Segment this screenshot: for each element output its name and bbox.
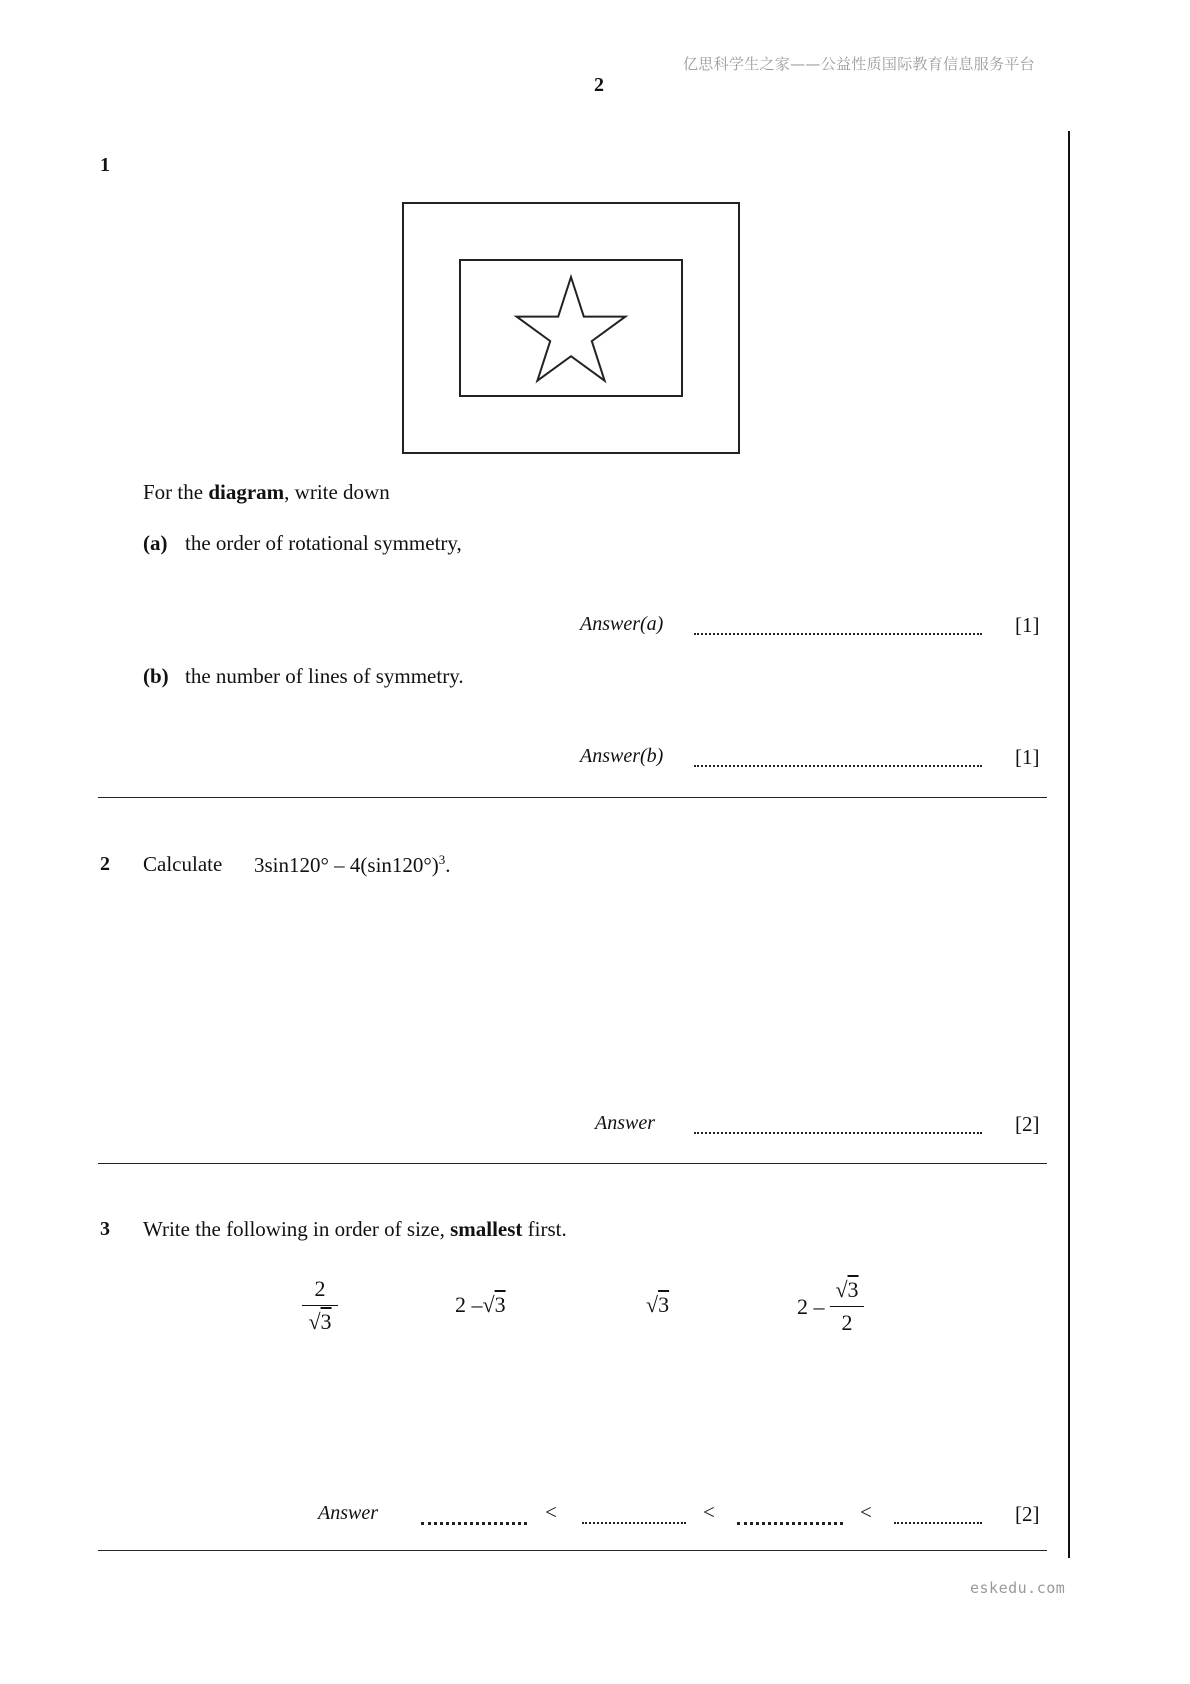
expression-root-three: √3 <box>646 1292 670 1317</box>
less-than-2: < <box>703 1500 715 1524</box>
divider-q3 <box>98 1550 1047 1551</box>
answer-2-marks: [2] <box>1015 1112 1040 1136</box>
answer-a-label: Answer(a) <box>580 613 664 635</box>
answer-b-field[interactable] <box>694 765 982 767</box>
question-1-intro: For the diagram, write down <box>143 480 390 504</box>
expression-two-minus-root-three-over-two: 2 – $\frac{√3}{2}$ <box>797 1276 864 1337</box>
question-3-number: 3 <box>100 1218 110 1240</box>
right-margin-line <box>1068 131 1070 1558</box>
question-2-expression: $3\sin 120^\circ - 4(\sin 120^\circ)^3$. <box>254 852 451 877</box>
divider-q1 <box>98 797 1047 798</box>
header-watermark: 亿思科学生之家——公益性质国际教育信息服务平台 <box>683 55 1035 73</box>
less-than-3: < <box>860 1500 872 1524</box>
part-b-label: (b) <box>143 664 169 688</box>
inner-rectangle <box>460 260 682 396</box>
answer-3-field-1[interactable] <box>421 1522 527 1525</box>
question-3-text: Write the following in order of size, smallest first. <box>143 1217 567 1241</box>
answer-3-marks: [2] <box>1015 1502 1040 1526</box>
footer-watermark: eskedu.com <box>970 1579 1066 1597</box>
answer-2-label: Answer <box>595 1112 655 1134</box>
star-diagram <box>400 200 744 456</box>
answer-b-marks: [1] <box>1015 745 1040 769</box>
question-2-number: 2 <box>100 853 110 875</box>
expression-two-over-root-three: 2 √3 <box>302 1275 338 1336</box>
part-a-label: (a) <box>143 531 168 555</box>
part-b-text: the number of lines of symmetry. <box>185 664 464 688</box>
answer-a-marks: [1] <box>1015 613 1040 637</box>
outer-rectangle <box>403 203 739 453</box>
answer-3-field-4[interactable] <box>894 1522 982 1524</box>
five-point-star <box>517 277 626 381</box>
question-1-number: 1 <box>100 154 110 176</box>
question-2-verb: Calculate <box>143 852 223 876</box>
part-a-text: the order of rotational symmetry, <box>185 531 462 555</box>
answer-b-label: Answer(b) <box>580 745 664 767</box>
answer-3-field-3[interactable] <box>737 1522 843 1525</box>
less-than-1: < <box>545 1500 557 1524</box>
expression-two-minus-root-three: 2 –√3 <box>455 1292 506 1317</box>
page-number: 2 <box>594 74 604 96</box>
answer-3-field-2[interactable] <box>582 1522 686 1524</box>
answer-a-field[interactable] <box>694 633 982 635</box>
divider-q2 <box>98 1163 1047 1164</box>
answer-2-field[interactable] <box>694 1132 982 1134</box>
answer-3-label: Answer <box>318 1502 378 1524</box>
